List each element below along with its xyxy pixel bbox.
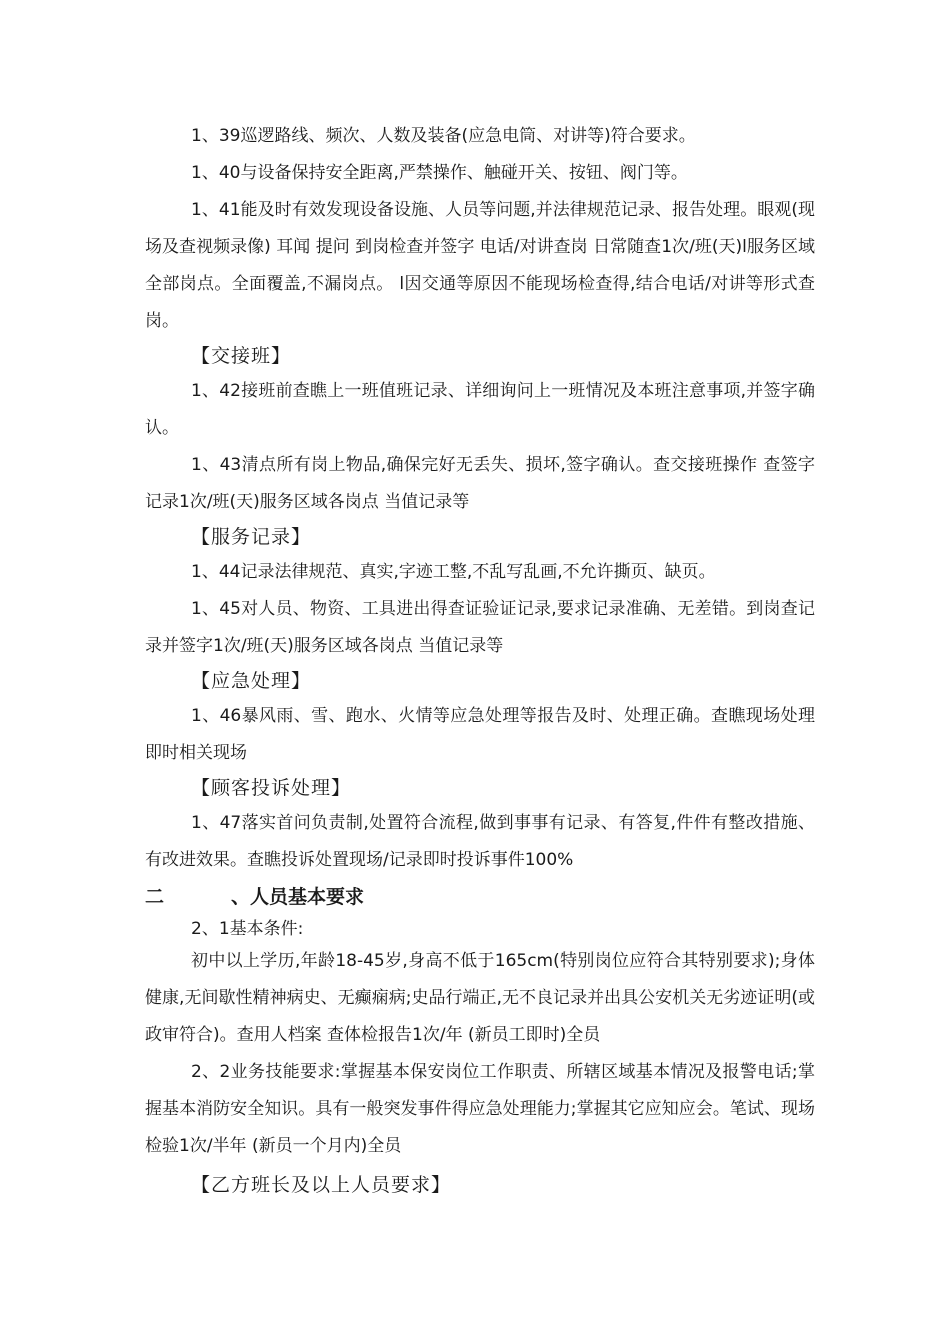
paragraph-1-45: 1、45对人员、物资、工具进出得查证验证记录,要求记录准确、无差错。到岗查记录并签字1次/班(天)服务区域各岗点 当值记录等 bbox=[145, 599, 815, 656]
section-number: 二 bbox=[145, 886, 165, 908]
section-title: 、人员基本要求 bbox=[231, 886, 365, 908]
heading-emergency: 【应急处理】 bbox=[191, 670, 312, 692]
paragraph-1-47: 1、47落实首问负责制,处置符合流程,做到事事有记录、有答复,件件有整改措施、有改进效果。查瞧投诉处置现场/记录即时投诉事件100% bbox=[145, 813, 815, 870]
heading-complaint: 【顾客投诉处理】 bbox=[191, 777, 352, 799]
paragraph-1-42: 1、42接班前查瞧上一班值班记录、详细询问上一班情况及本班注意事项,并签字确认。 bbox=[145, 381, 815, 438]
paragraph-1-43: 1、43清点所有岗上物品,确保完好无丢失、损坏,签字确认。查交接班操作 查签字记录1次/班(天)服务区域各岗点 当值记录等 bbox=[145, 455, 815, 512]
paragraph-1-46: 1、46暴风雨、雪、跑水、火情等应急处理等报告及时、处理正确。查瞧现场处理即时相关现场 bbox=[145, 706, 815, 763]
paragraph-1-44: 1、44记录法律规范、真实,字迹工整,不乱写乱画,不允许撕页、缺页。 bbox=[191, 562, 716, 582]
paragraph-1-39: 1、39巡逻路线、频次、人数及装备(应急电筒、对讲等)符合要求。 bbox=[191, 126, 696, 146]
paragraph-2-1-body: 初中以上学历,年龄18-45岁,身高不低于165cm(特别岗位应符合其特别要求);身体健康,无间歇性精神病史、无癫痫病;史品行端正,无不良记录并出具公安机关无劣迹证明(或政审符合)。查用人档案 查体检报告1次/年 (新员工即时)全员 bbox=[145, 951, 815, 1045]
section-heading-2 bbox=[145, 879, 815, 915]
paragraph-1-41: 1、41能及时有效发现设备设施、人员等问题,并法律规范记录、报告处理。眼观(现场及查视频录像) 耳闻 提问 到岗检查并签字 电话/对讲查岗 日常随查1次/班(天)l服务区域全部岗点。全面覆盖,不漏岗点。 l因交通等原因不能现场检查得,结合电话/对讲等形式查岗。 bbox=[145, 200, 815, 331]
paragraph-2-1: 2、1基本条件: bbox=[191, 919, 304, 939]
heading-service-record: 【服务记录】 bbox=[191, 526, 312, 548]
paragraph-2-2: 2、2业务技能要求:掌握基本保安岗位工作职责、所辖区域基本情况及报警电话;掌握基本消防安全知识。具有一般突发事件得应急处理能力;掌握其它应知应会。笔试、现场检验1次/半年 (新员一个月内)全员 bbox=[145, 1062, 815, 1156]
paragraph-1-40: 1、40与设备保持安全距离,严禁操作、触碰开关、按钮、阀门等。 bbox=[191, 163, 688, 183]
heading-team-leader: 【乙方班长及以上人员要求】 bbox=[191, 1174, 452, 1196]
heading-handover: 【交接班】 bbox=[191, 345, 292, 367]
